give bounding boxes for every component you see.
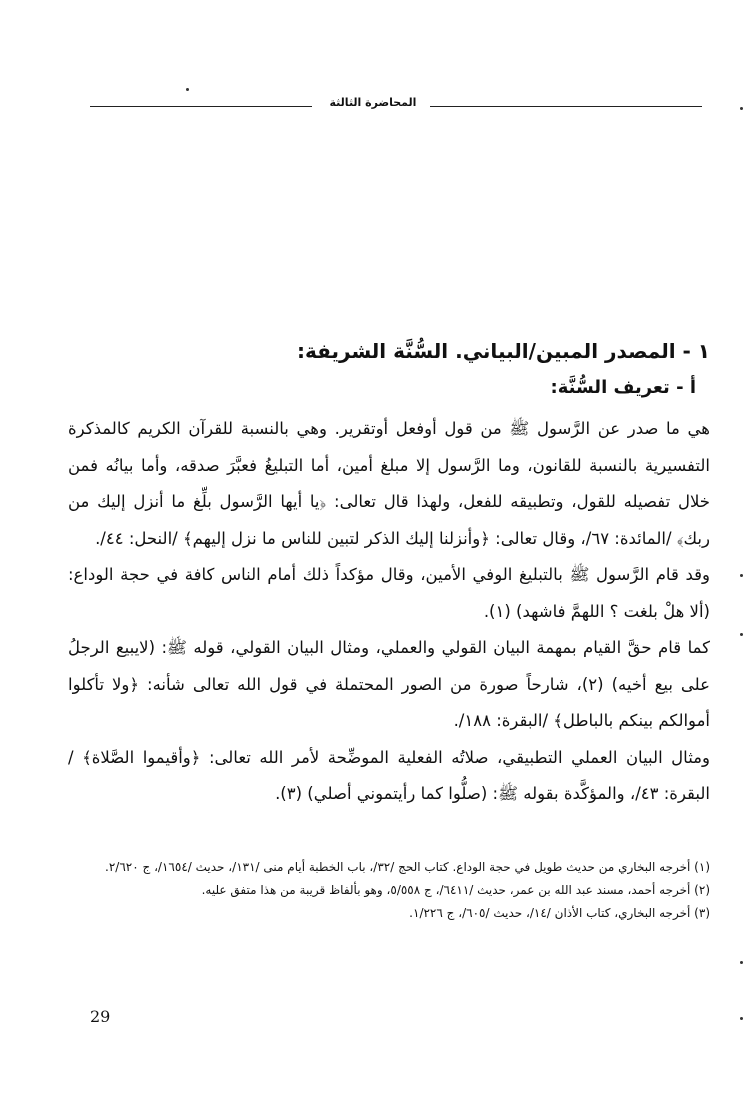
footnotes <box>68 856 710 925</box>
paragraph: وقد قام الرَّسول ﷺ بالتبليغ الوفي الأمين، وقال مؤكداً ذلك أمام الناس كافة في حجة الوداع: (ألا هلْ بلغت ؟ اللهمَّ فاشهد) (١). <box>68 565 710 621</box>
margin-dot <box>740 961 743 964</box>
margin-dot <box>740 574 743 577</box>
footnote: (٢) أخرجه أحمد، مسند عبد الله بن عمر، حديث /٦٤١١/، ج ٥/٥٥٨، وهو بألفاظ قريبة من هذا متفق عليه. <box>201 883 710 897</box>
page-number: 29 <box>90 1007 111 1026</box>
running-header <box>90 92 702 122</box>
margin-dot <box>740 107 743 110</box>
subsection-heading: أ - تعريف السُّنَّة: <box>550 377 696 398</box>
footnote: (١) أخرجه البخاري من حديث طويل في حجة الوداع. كتاب الحج /٣٢/، باب الخطبة أيام منى /١٣١/، حديث /١٦٥٤/، ج ٢/٦٢٠. <box>105 860 710 874</box>
section-heading: ١ - المصدر المبين/البياني. السُّنَّة الشريفة: <box>296 339 710 363</box>
header-rule-left <box>90 106 312 107</box>
main-text <box>68 335 710 813</box>
speck-mark <box>186 88 189 91</box>
paragraph: ومثال البيان العملي التطبيقي، صلاتُه الفعلية الموضِّحة لأمر الله تعالى: ﴿وأقيموا الصَّلاة﴾ /البقرة: ٤٣/، والمؤكَّدة بقوله ﷺ: (صلُّوا كما رأيتموني أصلي) (٣). <box>68 747 710 803</box>
header-title: المحاضرة الثالثة <box>329 96 417 109</box>
header-rule-right <box>430 106 702 107</box>
margin-dot <box>740 1017 743 1020</box>
paragraph: كما قام حقَّ القيام بمهمة البيان القولي والعملي، ومثال البيان القولي، قوله ﷺ: (لايبيع الرجلُ على بيع أخيه) (٢)، شارحاً صورة من الصور المحتملة في قول الله تعالى شأنه: ﴿ولا تأكلوا أموالكم بينكم بالباطل﴾ /البقرة: ١٨٨/. <box>68 638 710 730</box>
footnote: (٣) أخرجه البخاري، كتاب الأذان /١٤/، حديث /٦٠٥/، ج ١/٢٢٦. <box>409 906 710 920</box>
margin-dot <box>740 633 743 636</box>
paragraph: هي ما صدر عن الرَّسول ﷺ من قول أوفعل أوتقرير. وهي بالنسبة للقرآن الكريم كالمذكرة التفسيرية بالنسبة للقانون، وما الرَّسول إلا مبلغ أمين، أما التبليغُ فعبَّرَ صدقه، وأما بيانُه فمن خلال تفصيله للقول، وتطبيقه للفعل، ولهذا قال تعالى: ﴿يا أيها الرَّسول بلِّغ ما أنزل إليك من ربك﴾ /المائدة: ٦٧/، وقال تعالى: ﴿وأنزلنا إليك الذكر لتبين للناس ما نزل إليهم﴾ /النحل: ٤٤/. <box>68 419 710 548</box>
